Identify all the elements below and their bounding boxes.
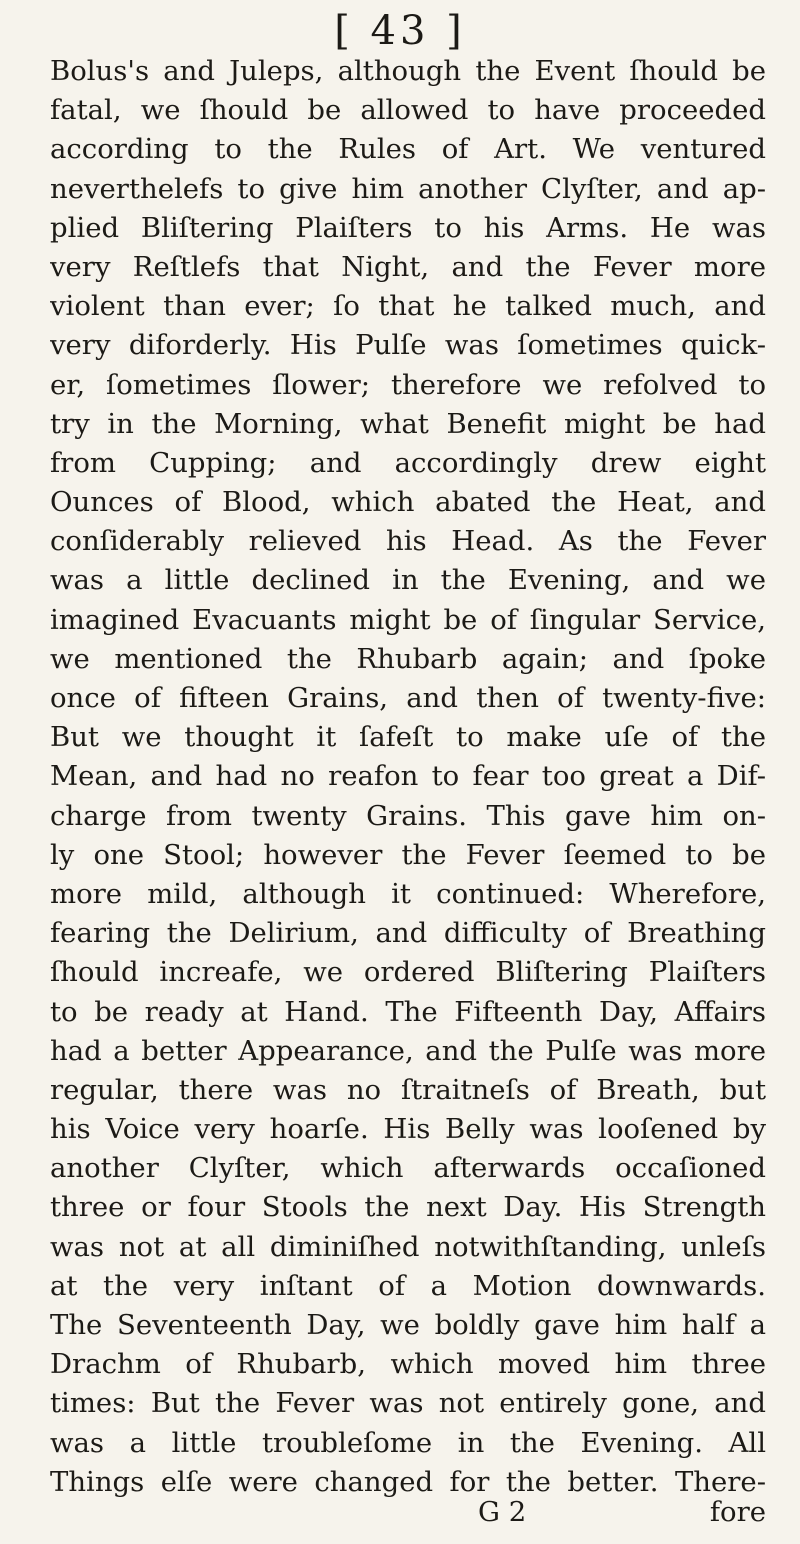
text-line: according to the Rules of Art. We ventured [50, 133, 766, 166]
text-line: more mild, although it continued: Wherefore, [50, 877, 766, 910]
text-line: But we thought it ſafeſt to make uſe of the [50, 721, 766, 754]
text-line: ly one Stool; however the Fever ſeemed to be [50, 838, 766, 871]
text-line: had a better Appearance, and the Pulſe was more [50, 1034, 766, 1067]
catchword: fore [709, 1496, 766, 1528]
signature-mark: G 2 [478, 1496, 527, 1528]
text-line: was not at all diminiſhed notwithſtanding, unleſs [50, 1230, 766, 1263]
page-number: [ 43 ] [334, 8, 466, 54]
text-line: Drachm of Rhubarb, which moved him three [50, 1348, 766, 1381]
text-line: fatal, we ſhould be allowed to have proceeded [50, 94, 766, 127]
text-line: his Voice very hoarſe. His Belly was looſened by [50, 1113, 766, 1146]
text-line: imagined Evacuants might be of ſingular Service, [50, 603, 766, 636]
text-line: Ounces of Blood, which abated the Heat, and [50, 486, 766, 519]
text-line: plied Bliſtering Plaiſters to his Arms. He was [50, 211, 766, 244]
text-line: times: But the Fever was not entirely gone, and [50, 1387, 766, 1420]
text-line: fearing the Delirium, and difficulty of Breathing [50, 917, 766, 950]
text-line: from Cupping; and accordingly drew eight [50, 446, 766, 479]
text-line: violent than ever; ſo that he talked much, and [50, 290, 766, 323]
text-line: er, ſometimes ſlower; therefore we refolved to [50, 368, 766, 401]
text-line: conſiderably relieved his Head. As the Fever [50, 525, 766, 558]
text-line: very Reſtlefs that Night, and the Fever more [50, 250, 766, 283]
text-line: charge from twenty Grains. This gave him on- [50, 799, 766, 832]
text-line: The Seventeenth Day, we boldly gave him half a [50, 1309, 766, 1341]
text-line: Bolus's and Juleps, although the Event ſhould be [50, 55, 766, 87]
text-line: three or four Stools the next Day. His Strength [50, 1191, 766, 1224]
text-line: very diforderly. His Pulſe was ſometimes quick- [50, 329, 766, 362]
text-line: we mentioned the Rhubarb again; and ſpoke [50, 642, 766, 675]
text-line: to be ready at Hand. The Fifteenth Day, Affairs [50, 995, 766, 1028]
text-line: Mean, and had no reafon to fear too great a Dif- [50, 760, 766, 793]
text-line: another Clyſter, which afterwards occaſioned [50, 1152, 766, 1185]
text-line: once of fifteen Grains, and then of twenty-five: [50, 682, 766, 714]
text-line: try in the Morning, what Benefit might be had [50, 407, 766, 440]
text-line: was a little troubleſome in the Evening. All [50, 1426, 766, 1459]
body-text [50, 52, 766, 1502]
text-line: ſhould increafe, we ordered Bliſtering Plaiſters [50, 956, 766, 989]
text-line: at the very inſtant of a Motion downwards. [50, 1269, 766, 1302]
text-line: neverthelefs to give him another Clyſter, and ap- [50, 172, 766, 205]
page-footer [50, 1496, 766, 1536]
text-line: regular, there was no ſtraitneſs of Breath, but [50, 1073, 766, 1106]
text-line: was a little declined in the Evening, and we [50, 564, 766, 597]
text-line: Things elſe were changed for the better. There- [50, 1465, 766, 1498]
